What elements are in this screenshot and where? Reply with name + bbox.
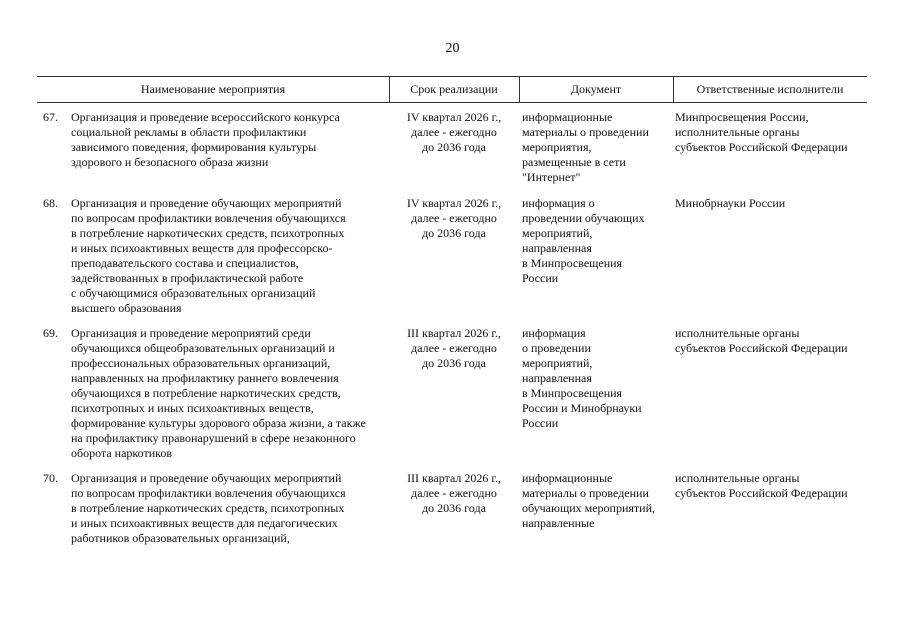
- cell-line: в Минпросвещения: [522, 386, 623, 400]
- cell-line: мероприятия,: [522, 140, 592, 154]
- term-cell: [389, 471, 519, 516]
- row-number: 67.: [43, 110, 58, 124]
- column-header-name: Наименование мероприятия: [140, 82, 286, 96]
- cell-line: Организация и проведение обучающих мероприятий: [71, 471, 342, 485]
- cell-line: далее - ежегодно: [411, 211, 497, 225]
- cell-line: преподавательского состава и специалистов,: [71, 256, 299, 270]
- cell-line: Минобрнауки России: [675, 196, 786, 210]
- column-header-term: Срок реализации: [410, 82, 498, 96]
- cell-line: в потребление наркотических средств, психотропных: [71, 226, 345, 240]
- cell-line: проведении обучающих: [522, 211, 645, 225]
- cell-line: здорового и безопасного образа жизни: [71, 155, 269, 169]
- responsible-cell: [675, 326, 869, 356]
- responsible-cell: [675, 110, 869, 155]
- cell-line: направленных на профилактику раннего вовлечения: [71, 371, 339, 385]
- cell-line: далее - ежегодно: [411, 125, 497, 139]
- cell-line: обучающихся в потребление наркотических средств,: [71, 386, 341, 400]
- cell-line: задействованных в профилактической работе: [71, 271, 304, 285]
- cell-line: и иных психоактивных веществ для педагогических: [71, 516, 338, 530]
- cell-line: далее - ежегодно: [411, 341, 497, 355]
- cell-line: Организация и проведение обучающих мероприятий: [71, 196, 342, 210]
- cell-line: в потребление наркотических средств, психотропных: [71, 501, 345, 515]
- responsible-cell: [675, 471, 869, 501]
- cell-line: III квартал 2026 г.,: [407, 471, 501, 485]
- cell-line: информационные: [522, 110, 613, 124]
- column-header-responsible: Ответственные исполнители: [696, 82, 844, 96]
- document-cell: [522, 110, 676, 185]
- cell-line: субъектов Российской Федерации: [675, 486, 848, 500]
- term-cell: [389, 110, 519, 155]
- cell-line: субъектов Российской Федерации: [675, 140, 848, 154]
- responsible-cell: [675, 196, 869, 211]
- cell-line: субъектов Российской Федерации: [675, 341, 848, 355]
- column-header-document: Документ: [570, 82, 622, 96]
- term-cell: [389, 326, 519, 371]
- cell-line: информация о: [522, 196, 595, 210]
- cell-line: IV квартал 2026 г.,: [406, 196, 502, 210]
- cell-line: материалы о проведении: [522, 486, 649, 500]
- row-number: 69.: [43, 326, 58, 340]
- header-row: [37, 76, 867, 103]
- table-header: [37, 76, 867, 103]
- cell-line: до 2036 года: [422, 501, 486, 515]
- cell-line: оборота наркотиков: [71, 446, 173, 460]
- term-cell: [389, 196, 519, 241]
- event-name-cell: [71, 110, 396, 170]
- cell-line: России: [522, 271, 559, 285]
- cell-line: работников образовательных организаций,: [71, 531, 290, 545]
- document-cell: [522, 196, 676, 286]
- row-number: 68.: [43, 196, 58, 210]
- cell-line: информация: [522, 326, 586, 340]
- document-cell: [522, 326, 676, 431]
- cell-line: зависимого поведения, формирования культуры: [71, 140, 317, 154]
- cell-line: исполнительные органы: [675, 471, 800, 485]
- cell-line: исполнительные органы: [675, 326, 800, 340]
- cell-line: по вопросам профилактики вовлечения обучающихся: [71, 211, 346, 225]
- cell-line: "Интернет": [522, 170, 581, 184]
- cell-line: и иных психоактивных веществ для профессорско-: [71, 241, 333, 255]
- cell-line: в Минпросвещения: [522, 256, 623, 270]
- row-number: 70.: [43, 471, 58, 485]
- page-number: 20: [445, 41, 460, 56]
- cell-line: размещенные в сети: [522, 155, 626, 169]
- cell-line: мероприятий,: [522, 356, 593, 370]
- cell-line: III квартал 2026 г.,: [407, 326, 501, 340]
- cell-line: обучающихся общеобразовательных организаций и: [71, 341, 335, 355]
- event-name-cell: [71, 196, 396, 316]
- cell-line: с обучающимися образовательных организаций: [71, 286, 316, 300]
- event-name-cell: [71, 326, 396, 461]
- cell-line: мероприятий,: [522, 226, 593, 240]
- cell-line: Организация и проведение всероссийского конкурса: [71, 110, 340, 124]
- cell-line: психотропных и иных психоактивных веществ,: [71, 401, 314, 415]
- cell-line: направленная: [522, 371, 592, 385]
- cell-line: обучающих мероприятий,: [522, 501, 656, 515]
- cell-line: материалы о проведении: [522, 125, 649, 139]
- cell-line: по вопросам профилактики вовлечения обучающихся: [71, 486, 346, 500]
- document-cell: [522, 471, 676, 531]
- cell-line: до 2036 года: [422, 356, 486, 370]
- cell-line: направленные: [522, 516, 595, 530]
- cell-line: Минпросвещения России,: [675, 110, 809, 124]
- cell-line: информационные: [522, 471, 613, 485]
- cell-line: социальной рекламы в области профилактики: [71, 125, 307, 139]
- cell-line: на профилактику правонарушений в сфере незаконного: [71, 431, 356, 445]
- cell-line: исполнительные органы: [675, 125, 800, 139]
- cell-line: до 2036 года: [422, 140, 486, 154]
- cell-line: формирование культуры здорового образа жизни, а также: [71, 416, 366, 430]
- cell-line: высшего образования: [71, 301, 182, 315]
- cell-line: направленная: [522, 241, 592, 255]
- cell-line: Организация и проведение мероприятий среди: [71, 326, 311, 340]
- cell-line: профессиональных образовательных организаций,: [71, 356, 331, 370]
- cell-line: IV квартал 2026 г.,: [406, 110, 502, 124]
- cell-line: о проведении: [522, 341, 591, 355]
- cell-line: до 2036 года: [422, 226, 486, 240]
- cell-line: далее - ежегодно: [411, 486, 497, 500]
- event-name-cell: [71, 471, 396, 546]
- cell-line: России и Минобрнауки: [522, 401, 642, 415]
- cell-line: России: [522, 416, 559, 430]
